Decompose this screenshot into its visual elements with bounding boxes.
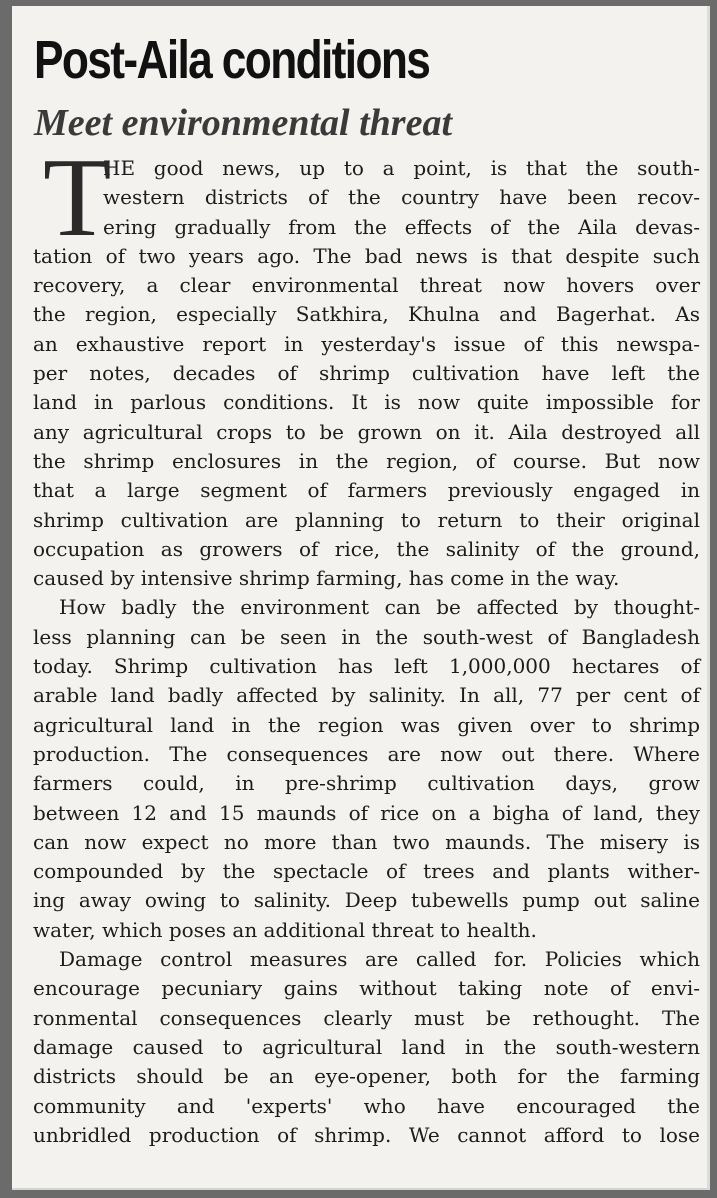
body-line: the region, especially Satkhira, Khulna and Bagerhat. As — [33, 302, 700, 327]
body-line: land in parlous conditions. It is now quite impossible for — [33, 390, 700, 415]
body-line: recovery, a clear environmental threat now hovers over — [33, 273, 700, 298]
body-line: can now expect no more than two maunds. The misery is — [33, 829, 700, 854]
body-line: caused by intensive shrimp farming, has come in the way. — [33, 566, 620, 591]
body-line: community and 'experts' who have encouraged the — [33, 1093, 700, 1118]
subheadline: Meet environmental threat — [34, 102, 452, 144]
body-line: per notes, decades of shrimp cultivation have left the — [33, 361, 700, 386]
body-line: the shrimp enclosures in the region, of course. But now — [33, 448, 700, 473]
body-line: unbridled production of shrimp. We cannot afford to lose — [33, 1122, 700, 1147]
body-line: less planning can be seen in the south-west of Bangladesh — [33, 624, 700, 649]
body-line: occupation as growers of rice, the salinity of the ground, — [33, 536, 700, 561]
body-line: agricultural land in the region was given over to shrimp — [33, 712, 700, 737]
body-line: that a large segment of farmers previously engaged in — [33, 478, 700, 503]
body-line: today. Shrimp cultivation has left 1,000,000 hectares of — [33, 654, 700, 679]
body-line: Damage control measures are called for. Policies which — [59, 947, 700, 972]
body-line: districts should be an eye-opener, both for the farming — [33, 1064, 700, 1089]
body-line: any agricultural crops to be grown on it. Aila destroyed all — [33, 419, 700, 444]
body-line: HE good news, up to a point, is that the south- — [103, 156, 700, 180]
body-line: farmers could, in pre-shrimp cultivation days, grow — [33, 771, 700, 796]
body-line: arable land badly affected by salinity. In all, 77 per cent of — [33, 683, 700, 708]
body-line: ering gradually from the effects of the Aila devas- — [103, 214, 700, 239]
body-line: ing away owing to salinity. Deep tubewells pump out saline — [33, 888, 700, 913]
article-body — [33, 136, 700, 1150]
body-line: water, which poses an additional threat to health. — [33, 917, 537, 942]
body-line: encourage pecuniary gains without taking note of envi- — [33, 976, 700, 1001]
body-line: damage caused to agricultural land in the south-western — [33, 1034, 700, 1059]
body-line: between 12 and 15 maunds of rice on a bigha of land, they — [33, 800, 700, 825]
newspaper-clipping — [12, 6, 710, 1190]
headline: Post-Aila conditions — [34, 30, 430, 90]
body-line: shrimp cultivation are planning to return to their original — [33, 507, 700, 532]
body-line: compounded by the spectacle of trees and plants wither- — [33, 859, 700, 884]
body-line: an exhaustive report in yesterday's issue of this newspa- — [33, 331, 700, 356]
body-line: western districts of the country have been recov- — [103, 185, 700, 210]
drop-cap: T — [43, 136, 112, 260]
body-line: tation of two years ago. The bad news is that despite such — [33, 243, 700, 268]
body-line: ronmental consequences clearly must be rethought. The — [33, 1005, 700, 1030]
body-line: production. The consequences are now out there. Where — [33, 741, 700, 766]
body-line: How badly the environment can be affected by thought- — [59, 595, 700, 620]
